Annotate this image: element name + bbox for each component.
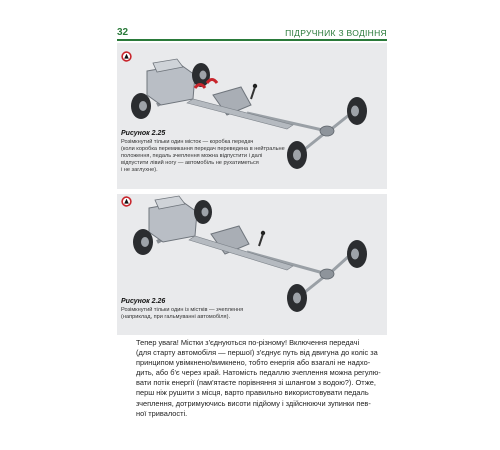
- figure-title: Рисунок 2.26: [121, 298, 166, 305]
- figure-caption: [121, 139, 285, 174]
- caption-line: (наприклад, при гальмуванні автомобіля).: [121, 314, 230, 320]
- body-line: дить, або б'є через край. Натомість педаллю зчеплення можна регулю-: [136, 368, 381, 378]
- book-title: ПІДРУЧНИК З ВОДІННЯ: [285, 28, 387, 38]
- caption-line: (коли коробка перемикання передач переведена в нейтральне: [121, 146, 285, 152]
- page-number: 32: [117, 27, 129, 38]
- caption-line: відпустити лівий ногу — автомобіль не рухатиметься: [121, 160, 259, 166]
- body-line: перш ніж рушити з місця, варто правильно використовувати педаль: [136, 388, 369, 398]
- body-paragraph: [136, 338, 386, 419]
- caption-line: Розімкнутий тільки один із містків — зчеплення: [121, 307, 244, 313]
- caption-line: і не заглухне).: [121, 167, 158, 173]
- body-line: принципом увімкнено/вимкнено, тобто енергія або взагалі не надхо-: [136, 358, 371, 368]
- figure-panel-2-26: [117, 194, 387, 335]
- figure-panel-2-25: [117, 43, 387, 189]
- caption-line: положення, педаль зчеплення можна відпустити і далі: [121, 153, 263, 159]
- header-rule: [117, 39, 387, 41]
- body-line: зчеплення, дотримуючись висоти підйому і здійснюючи зупинки пев-: [136, 398, 371, 408]
- body-line: вати потік енергії (пам'ятаєте порівняння зі шлангом з водою?). Отже,: [136, 378, 376, 388]
- caption-line: Розімкнутий тільки один місток — коробка передач: [121, 139, 254, 145]
- body-line: ної тривалості.: [136, 408, 188, 418]
- body-line: Тепер увага! Містки з'єднуються по-різному! Включення передачі: [136, 338, 360, 347]
- body-line: (для старту автомобіля — першої) з'єднує путь від двигуна до коліс за: [136, 348, 378, 358]
- figure-title: Рисунок 2.25: [121, 130, 166, 137]
- figure-caption: [121, 307, 243, 321]
